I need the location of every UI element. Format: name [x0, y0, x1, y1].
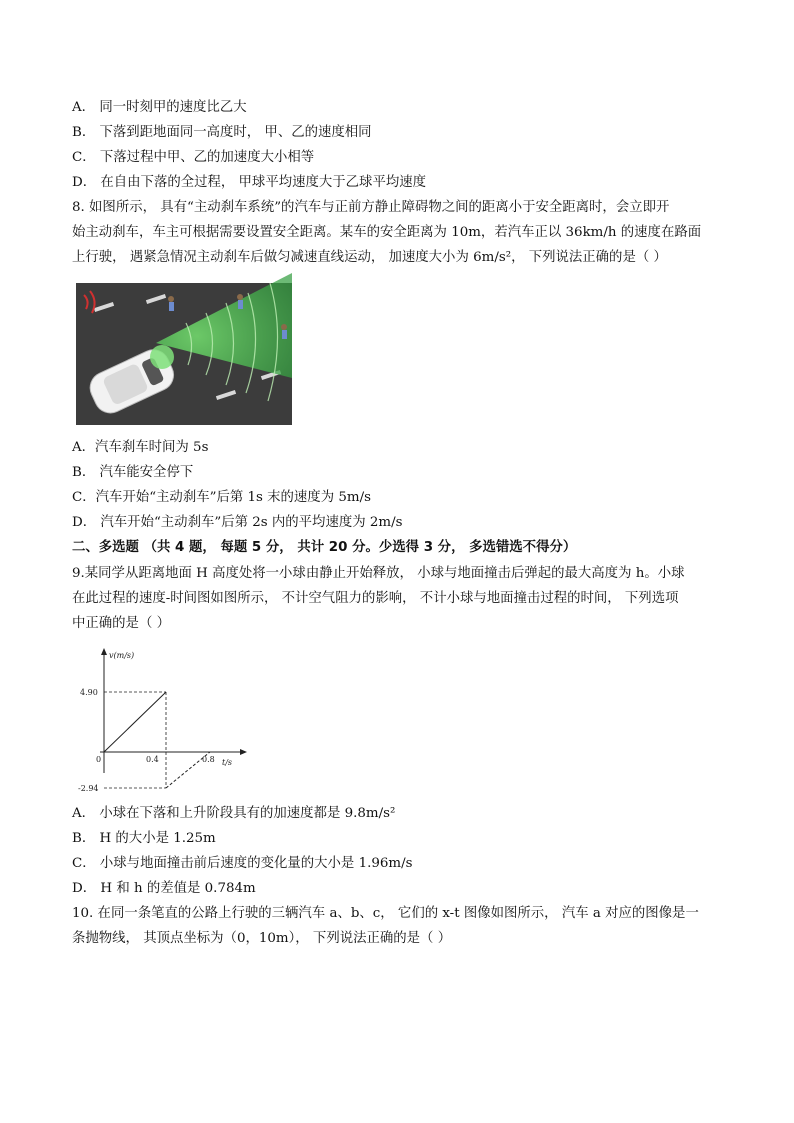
x-axis-arrow	[240, 749, 247, 755]
q9-stem-line-3: 中正确的是（ ）	[72, 616, 170, 631]
q9-option-b: B． H 的大小是 1.25m	[72, 831, 216, 846]
x-tick-0-8: 0.8	[202, 755, 215, 764]
q9-option-d: D． H 和 h 的差值是 0.784m	[72, 881, 256, 896]
q8-option-d: D． 汽车开始“主动刹车”后第 2s 内的平均速度为 2m/s	[72, 515, 403, 530]
q7-option-b: B． 下落到距地面同一高度时， 甲、乙的速度相同	[72, 125, 372, 140]
y-axis-label: v(m/s)	[109, 651, 135, 660]
road-scene-image	[76, 283, 292, 425]
q8-option-a: A．汽车刹车时间为 5s	[72, 440, 209, 455]
q10-stem-line-2: 条抛物线， 其顶点坐标为（0，10m）， 下列说法正确的是（ ）	[72, 931, 452, 946]
q8-option-b: B． 汽车能安全停下	[72, 465, 194, 480]
q9-stem-line-1: 9.某同学从距离地面 H 高度处将一小球由静止开始释放， 小球与地面撞击后弹起的最大高度为 h。小球	[72, 566, 685, 581]
q9-option-c: C． 小球与地面撞击前后速度的变化量的大小是 1.96m/s	[72, 856, 413, 871]
q8-stem-line-2: 始主动刹车，车主可根据需要设置安全距离。某车的安全距离为 10m，若汽车正以 36km/h 的速度在路面	[72, 225, 702, 240]
x-tick-0-4: 0.4	[146, 755, 159, 764]
y-tick-4-90: 4.90	[80, 688, 98, 697]
q7-option-d: D． 在自由下落的全过程， 甲球平均速度大于乙球平均速度	[72, 175, 427, 190]
y-tick-neg-2-94: -2.94	[78, 784, 99, 793]
y-axis-arrow	[101, 648, 107, 655]
x-axis-label: t/s	[222, 758, 233, 767]
q8-stem-line-3: 上行驶， 遇紧急情况主动刹车后做匀减速直线运动， 加速度大小为 6m/s²， 下列说法正确的是（ ）	[72, 250, 667, 265]
q7-option-c: C． 下落过程中甲、乙的加速度大小相等	[72, 150, 315, 165]
q7-option-a: A． 同一时刻甲的速度比乙大	[72, 100, 247, 115]
q10-stem-line-1: 10. 在同一条笔直的公路上行驶的三辆汽车 a、b、c， 它们的 x-t 图像如图所示， 汽车 a 对应的图像是一	[72, 906, 699, 921]
y-tick-0: 0	[96, 755, 102, 764]
vt-graph-svg	[76, 645, 256, 793]
section-heading-multiple-choice: 二、多选题 （共 4 题， 每题 5 分， 共计 20 分。少选得 3 分， 多选错选不得分）	[72, 540, 577, 555]
descent-line	[104, 692, 166, 752]
q8-stem-line-1: 8. 如图所示， 具有“主动刹车系统”的汽车与正前方静止障碍物之间的距离小于安全距离时，会立即开	[72, 200, 670, 215]
auto-brake-illustration	[76, 283, 292, 425]
velocity-time-graph	[76, 645, 256, 793]
q8-option-c: C．汽车开始“主动刹车”后第 1s 末的速度为 5m/s	[72, 490, 371, 505]
q9-option-a: A． 小球在下落和上升阶段具有的加速度都是 9.8m/s²	[72, 806, 396, 821]
q9-stem-line-2: 在此过程的速度-时间图如图所示， 不计空气阻力的影响， 不计小球与地面撞击过程的时间， 下列选项	[72, 591, 679, 606]
